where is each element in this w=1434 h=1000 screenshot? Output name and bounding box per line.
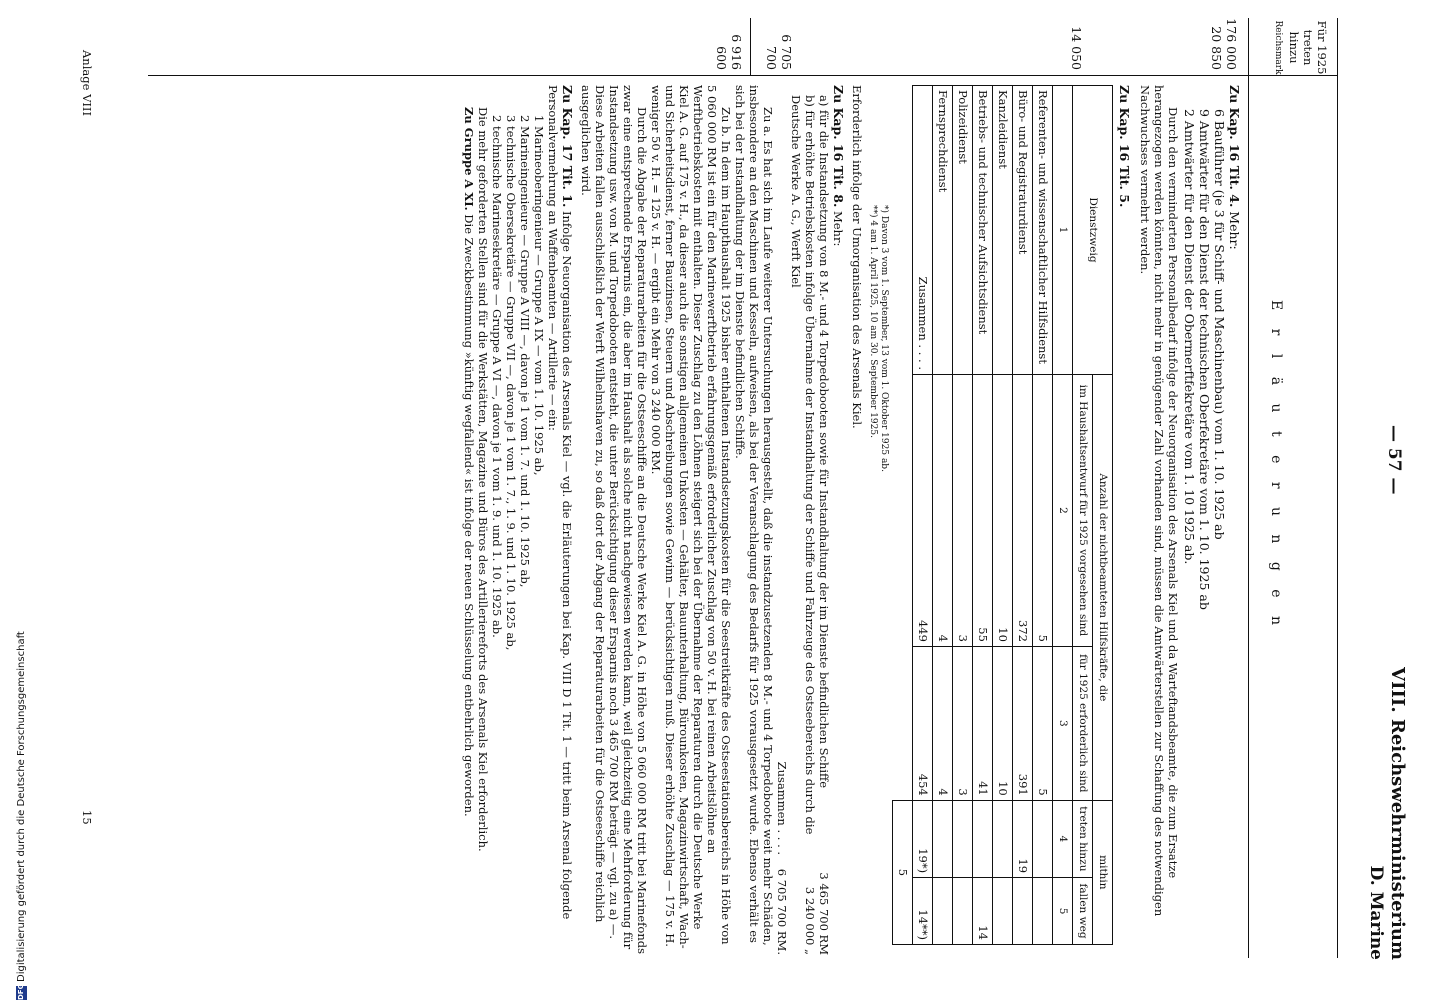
sum-rule xyxy=(750,18,751,75)
ministry-title: VIII. Reichswehrministerium xyxy=(1387,667,1408,960)
para-b: Zu b. In dem im Haupthaushalt 1925 bisher enthaltenen Instandsetzungskosten für die Seestreitkräfte des Ostseestationsbereichs in Höhe von 5 060 000 RM ist ein für den Marinewerftbetrieb erfahrungsgemäß erforderlicher Zuschlag von 50 v. H. bei reinen Arbeitslöhne an Werftbetriebskosten mit enthalten. Dieser Zuschlag zu den Löhnen steigert sich bei der Übernahme der Reparaturen durch die Deutsche Werke Kiel A. G. auf 175 v. H., da dieser auch die sonstigen allgemeinen Unkosten — Gehälter, Bauunterhaltung, Bürounkosten, Magazinwirtschaft, Wach- und Sicherheitsdienst, ferner Bauzinsen, Steuern und Abschreibungen sowie Gewinn — berücksichtigen muß. Dieser erhöhte Zuschlag — 175 v. H. weniger 50 v. H. = 125 v. H. — ergibt ein Mehr von 3 240 000 RM. xyxy=(649,85,733,949)
cell-weg: 14 xyxy=(973,878,993,945)
amount-header-unit: Reichsmark xyxy=(1273,20,1283,75)
amount-value: 14 050 xyxy=(1069,26,1084,70)
cell-vorgesehen: 4 xyxy=(933,375,953,647)
cell-erforderlich: 10 xyxy=(993,646,1013,800)
col-number: 3 xyxy=(1053,646,1073,800)
col-header-vorgesehen: im Haushaltsentwurf für 1925 vorgesehen sind xyxy=(1073,375,1093,647)
kap16-tit5-closing: Erforderlich infolge der Umorganisation des Arsenals Kiel. xyxy=(850,85,864,429)
net-value: 5 xyxy=(893,800,913,944)
table-row xyxy=(973,86,993,945)
cell-weg xyxy=(993,878,1013,945)
kap17-tit1-intro: Infolge Neuorganisation des Arsenals Kiel — vgl. die Erläuterungen bei Kap. VIII D 1 Tit. 1 — tritt beim Arsenal folgende Personalvermehrung an Waffenbeamten — Artillerie — ein: xyxy=(546,85,574,920)
cell-vorgesehen: 3 xyxy=(953,375,973,647)
footer-page: 15 xyxy=(80,810,94,825)
body-text xyxy=(462,85,1242,955)
cell-erforderlich: 391 xyxy=(1013,646,1033,800)
col-number: 5 xyxy=(1053,878,1073,945)
footer-anlage: Anlage VIII xyxy=(80,50,94,117)
table-row xyxy=(993,86,1013,945)
kap16-tit8-item-b xyxy=(789,85,817,955)
row-label: Fernsprechdienst xyxy=(933,86,953,375)
kap16-tit8-mehr: Mehr: xyxy=(831,210,845,247)
kap16-tit8-item-a xyxy=(817,85,831,955)
cell-hinzu xyxy=(1033,800,1053,877)
col-header-hinzu: treten hinzu xyxy=(1073,800,1093,877)
kap17-tit1-block xyxy=(462,85,574,955)
cell-weg xyxy=(933,878,953,945)
kap16-tit4-paragraph: Durch den verminderten Personalbedarf infolge der Neuorganisation des Arsenals Kiel und da Warteftandsbeamte, die zum Ersatze herangezogen werden könnten, nicht mehr in genügender Zahl vorhanden sind, müssen die Amtwärterstellen zur Schaffung des notwendigen Nachwuchses vermehrt werden. xyxy=(1138,85,1180,917)
kap16-tit4-lines xyxy=(1182,85,1227,955)
table-total-row xyxy=(913,86,933,945)
gruppe-block xyxy=(462,85,476,955)
row-label: Betriebs- und technischer Aufsichtsdienst xyxy=(973,86,993,375)
cell-erforderlich: 3 xyxy=(953,646,973,800)
cell-erforderlich: 41 xyxy=(973,646,993,800)
total-vorgesehen: 449 xyxy=(913,375,933,647)
kap17-tit1-title: Zu Kap. 17 Tit. 1. xyxy=(560,85,575,208)
table-header-row xyxy=(1093,86,1113,945)
cell-vorgesehen: 55 xyxy=(973,375,993,647)
cell-erforderlich: 4 xyxy=(933,646,953,800)
sum-amount: 6 705 700 RM. xyxy=(775,868,789,955)
amount-column-header xyxy=(1272,20,1329,75)
cell-hinzu: 19 xyxy=(1013,800,1033,877)
total-hinzu: 19*) xyxy=(913,800,933,877)
para-c: Durch die Abgabe der Reparaturarbeiten für die Ostseeschiffe an die Deutsche Werke Kiel A. G. in Höhe von 5 060 000 RM tritt bei Marinefonds zwar eine entsprechende Ersparnis ein, die aber im Haushalt als solche nicht nachgewiesen werden kann, weil gleichzeitig eine Mehrforderung für Instandsetzung usw. von M. und Torpedobooten entsteht, die unter Berücksichtigung dieser Ersparnis noch 3 465 700 RM beträgt — vgl. zu a) —. Diese Arbeiten fallen ausschließlich der Werft Wilhelmshaven zu, so daß dort der Abgang der Reparaturarbeiten für die Ostseeschiffe reichlich ausgeglichen wird. xyxy=(579,85,649,955)
kap16-tit8-title: Zu Kap. 16 Tit. 8. xyxy=(831,85,846,208)
kap16-tit8-sum xyxy=(775,85,789,955)
table-row xyxy=(933,86,953,945)
staff-table xyxy=(892,85,1113,945)
cell-vorgesehen: 5 xyxy=(1033,375,1053,647)
dfg-logo-icon: DFG xyxy=(16,983,25,1000)
total-weg: 14**) xyxy=(913,878,933,945)
col-header-dienstzweig: Dienstzweig xyxy=(1073,86,1113,375)
row-label: Polizeidienst xyxy=(953,86,973,375)
kap17-tit1-closing: Die mehr geforderten Stellen sind für die Werkstätten, Magazine und Büros des Artilleriereforts des Arsenals Kiel erforderlich. xyxy=(476,107,490,852)
row-label: Referenten- und wissenschaftlicher Hilfsdienst xyxy=(1033,86,1053,375)
total-erforderlich: 454 xyxy=(913,646,933,800)
digitization-note xyxy=(14,0,28,1000)
footnotes xyxy=(867,85,889,955)
section-title: D. Marine xyxy=(1366,865,1386,960)
list-item: 3 technische Obersekretäre — Gruppe VII —, davon je 1 vom 1. 7., 1. 9. und 1. 10. 1925 ab, xyxy=(504,115,518,651)
page-number: — 57 — xyxy=(1384,425,1404,495)
gruppe-text: Die Zweckbestimmung »künftig wegfallend« ist infolge der neuen Schlüsselung entbehrlich geworden. xyxy=(462,214,476,817)
amount-value: 20 850 xyxy=(1209,26,1224,70)
header-rule xyxy=(1248,18,1249,958)
cell-weg xyxy=(1033,878,1053,945)
total-label: Zusammen . . . . xyxy=(913,86,933,375)
cell-vorgesehen: 372 xyxy=(1013,375,1033,647)
mithin-header: mithin xyxy=(1093,800,1113,944)
amount-value: 6 705 700 xyxy=(764,34,794,70)
list-item: 9 Amtwärter für den Dienst der technischen Oberfekretäre vom 1. 10. 1925 ab xyxy=(1197,109,1212,610)
digitization-note-text: Digitalisierung gefördert durch die Deutsche Forschungsgemeinschaft xyxy=(15,631,27,982)
gruppe-label: Zu Gruppe A XI. xyxy=(462,107,476,211)
list-item: 2 Marineingenieure — Gruppe A VIII —, davon je 1 vom 1. 7. und 1. 10. 1925 ab, xyxy=(518,115,532,588)
row-label: Büro- und Registraturdienst xyxy=(1013,86,1033,375)
amount-value: 176 000 xyxy=(1224,18,1239,70)
kap16-tit4-mehr: Mehr: xyxy=(1227,211,1242,250)
amount-header-line2: treten hinzu xyxy=(1287,29,1315,66)
para-a: Zu a. Es hat sich im Laufe weiterer Untersuchungen herausgestellt, daß die instandzusetzenden 8 M.- und 4 Torpedoboote weit mehr Schäden, insbesondere an den Maschinen und Kesseln, aufweisen, als bei der Veranschlagung des Bedarfs für 1925 vorausgesetzt wurde. Ebenso verhält es sich bei der Instandhaltung der im Dienste befindlichen Schiffe. xyxy=(733,85,775,946)
amount-header-line1: Für 1925 xyxy=(1315,20,1329,75)
col-number: 2 xyxy=(1053,375,1073,647)
cell-hinzu xyxy=(953,800,973,877)
list-item: 1 Marineoberingenieur — Gruppe A IX — vom 1. 10. 1925 ab, xyxy=(532,115,546,476)
top-rule xyxy=(1337,18,1338,958)
cell-hinzu xyxy=(993,800,1013,877)
kap16-tit4-block xyxy=(1138,85,1242,955)
erlaeuterungen-heading: E r l ä u t e r u n g e n xyxy=(1268,300,1284,633)
table-row xyxy=(953,86,973,945)
table-row xyxy=(1013,86,1033,945)
kap16-tit5-block xyxy=(850,85,1132,955)
col-number: 1 xyxy=(1053,86,1073,375)
item-a-amount: 3 465 700 RM xyxy=(817,872,831,955)
amount-column-rule xyxy=(148,75,1338,76)
col-number: 4 xyxy=(1053,800,1073,877)
column-number-row xyxy=(1053,86,1073,945)
kap17-tit1-lines xyxy=(490,85,546,955)
col-header-erforderlich: für 1925 erforderlich sind xyxy=(1073,646,1093,800)
item-b-amount: 3 240 000 „ xyxy=(803,886,817,955)
footnote: **) 4 am 1. April 1925, 10 am 30. September 1925. xyxy=(868,205,878,438)
group-header: Anzahl der nichtbeamteten Hilfskräfte, die xyxy=(1093,375,1113,801)
footnote: *) Davon 3 vom 1. September, 13 vom 1. Oktober 1925 ab. xyxy=(879,205,889,472)
cell-vorgesehen: 10 xyxy=(993,375,1013,647)
list-item: 2 technische Marinesekretäre — Gruppe A VI —, davon je 1 vom 1. 9. und 1. 10. 1925 ab. xyxy=(490,115,504,638)
table-net-row xyxy=(893,86,913,945)
cell-erforderlich: 5 xyxy=(1033,646,1053,800)
kap16-tit4-title: Zu Kap. 16 Tit. 4. xyxy=(1227,85,1242,208)
table-row xyxy=(1033,86,1053,945)
cell-hinzu xyxy=(933,800,953,877)
cell-weg xyxy=(1013,878,1033,945)
list-item: 2 Amtwärter für den Dienst der Obermerftfekretäre vom 1. 10 1925 ab. xyxy=(1182,109,1197,565)
kap16-tit8-block xyxy=(579,85,845,955)
cell-weg xyxy=(953,878,973,945)
list-item: 6 Bauführer (je 3 für Schiff- und Maschinenbau) vom 1. 10. 1925 ab xyxy=(1212,109,1227,540)
item-a-text: a) für die Instandsetzung von 8 M.- und 4 Torpedobooten sowie für Instandhaltung der im Dienste befindlichen Schiffe xyxy=(817,95,831,789)
item-b-text: b) für erhöhte Betriebskosten infolge Übernahme der Instandhaltung der Schiffe und Fahrzeuge des Ostseebereichs durch die Deutsche Werke A. G., Werft Kiel xyxy=(789,95,817,835)
row-label: Kanzleidienst xyxy=(993,86,1013,375)
cell-hinzu xyxy=(973,800,993,877)
amount-value: 6 916 600 xyxy=(714,34,744,70)
sum-label: Zusammen . . . . xyxy=(775,761,789,856)
col-header-weg: fallen weg xyxy=(1073,878,1093,945)
kap16-tit5-title: Zu Kap. 16 Tit. 5. xyxy=(1117,85,1132,208)
